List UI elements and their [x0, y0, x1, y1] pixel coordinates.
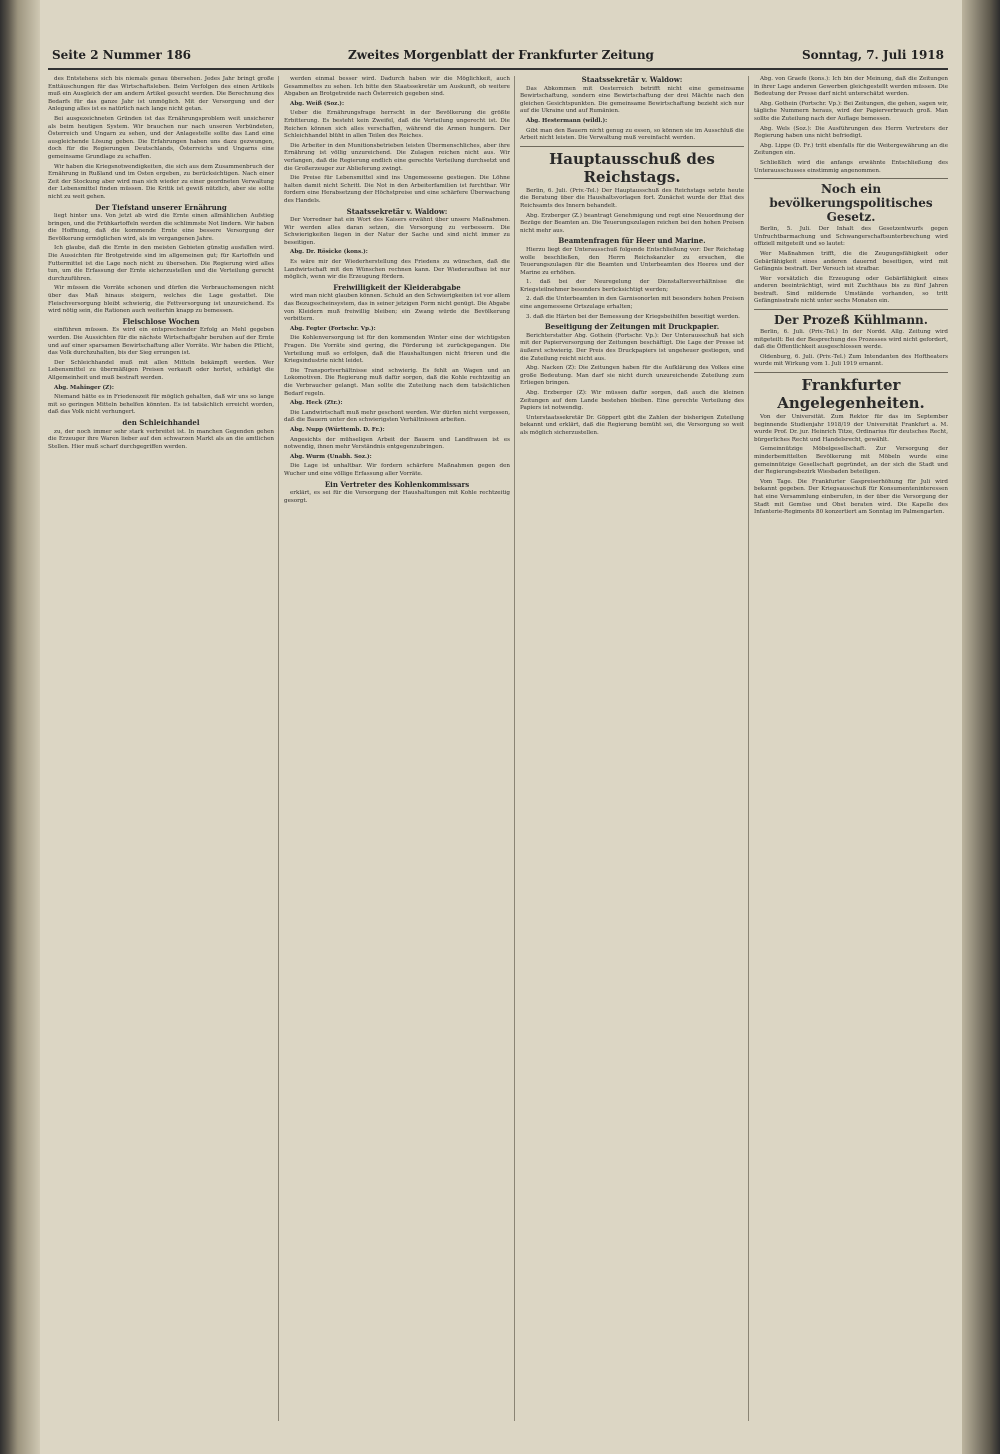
paragraph: Gibt man den Bauern nicht genug zu essen, so können sie im Ausschluß die Arbeit nicht leisten. Die Verwaltung muß vereinfacht werden.	[520, 127, 744, 142]
header-date: Sonntag, 7. Juli 1918	[802, 48, 944, 62]
book-binding-shadow	[0, 0, 40, 1454]
paragraph: werden einmal besser wird. Dadurch haben wir die Möglichkeit, auch Gesammeltes zu sehen. Ich bitte den Staatssekretär um Auskunft, ob weitere Abgaben an Brotgetreide nach Österreich gegeben sind.	[284, 76, 510, 98]
section-heading: Fleischlose Wochen	[122, 316, 200, 326]
paragraph: Wer vorsätzlich die Erzeugung oder Gebärfähigkeit eines anderen beeinträchtigt, wird mit Zuchthaus bis zu fünf Jahren bestraft. Sind mildernde Umstände vorhanden, so tritt Gefängnisstrafe nicht unter sechs Monaten ein.	[754, 275, 948, 305]
paragraph: Bei ausgezeichneten Gründen ist das Ernährungsproblem weit unsicherer als beim heutigen System. Wir brauchen nur nach unseren Verbündeten, Österreich und Ungarn zu sehen, und der Anlagestelle sollte das Land eine ausgleichende Lösung geben. Die Erfahrungen haben uns dazu gezwungen, doch für die Regierungen Deutschlands, Österreichs und Ungarns eine gemeinsame Grundlage zu schaffen.	[48, 115, 274, 160]
paragraph: Gemeinnützige Möbelgesellschaft. Zur Versorgung der minderbemittelten Bevölkerung mit Möbeln wurde eine gemeinnützige Gesellschaft gegründet, an der sich die Stadt und der Regierungsbezirk Wiesbaden beteiligen.	[754, 446, 948, 476]
section-heading: Beseitigung der Zeitungen mit Druckpapier.	[544, 322, 720, 332]
speaker-name: Abg. Hestermann (wildl.):	[526, 117, 608, 124]
section-heading: Der Tiefstand unserer Ernährung	[95, 202, 227, 212]
speaker-name: Abg. Wurm (Unabh. Soz.):	[290, 453, 372, 460]
paragraph: Oldenburg, 6. Juli. (Priv.-Tel.) Zum Intendanten des Hoftheaters wurde mit Wirkung vom 1. Juli 1919 ernannt.	[754, 353, 948, 368]
paragraph: Berlin, 6. Juli. (Priv.-Tel.) In der Nordd. Allg. Zeitung wird mitgeteilt: Bei der Besprechung des Prozesses wird nicht gefordert, daß die Öffentlichkeit ausgeschlossen werde.	[754, 329, 948, 351]
header-page-number: Seite 2 Nummer 186	[52, 48, 192, 62]
paragraph: 2. daß die Unterbeamten in den Garnisonorten mit besonders hohen Preisen eine angemessene Ortszulage erhalten;	[520, 296, 744, 311]
speaker-name: Abg. Heck (Ztr.):	[290, 400, 343, 407]
newspaper-page	[48, 46, 948, 1426]
section-heading: Staatssekretär v. Waldow:	[346, 206, 448, 216]
major-headline: Frankfurter Angelegenheiten.	[777, 376, 925, 413]
paragraph: 3. daß die Härten bei der Bemessung der Kriegsbeihilfen beseitigt werden.	[526, 313, 740, 320]
paragraph: Niemand hätte es in Friedenszeit für möglich gehalten, daß wir uns so lange mit so geringen Mitteln behelfen könnten. Es ist tatsächlich erreicht worden, daß das Volk nicht verhungert.	[48, 394, 274, 416]
paragraph: Es wäre mir der Wiederherstellung des Friedens zu wünschen, daß die Landwirtschaft mit den Wünschen rechnen kann. Der Wiederaufbau ist nur möglich, wenn wir die Erzeugung fördern.	[284, 259, 510, 281]
paragraph: Wir müssen die Vorräte schonen und dürfen die Verbrauchsmengen nicht über das Maß hinaus steigern, welches die Lage gestattet. Die Fleischversorgung bleibt schwierig, die Fettversorgung ist unzureichend. Es wird nötig sein, die Rationen auch weiterhin knapp zu bemessen.	[48, 285, 274, 315]
column-separator	[278, 76, 279, 1421]
header-newspaper-title: Zweites Morgenblatt der Frankfurter Zeitung	[348, 48, 654, 62]
paragraph: Abg. von Graefe (kons.): Ich bin der Meinung, daß die Zeitungen in ihrer Lage anderen Gewerben gleichgestellt werden müssen. Die Bedeutung der Presse darf nicht unterschätzt werden.	[754, 76, 948, 98]
paragraph: liegt hinter uns. Von jetzt ab wird die Ernte einen allmählichen Aufstieg bringen, und die Frühkartoffeln werden die schlimmste Not lindern. Wir haben die Hoffnung, daß die kommende Ernte eine bessere Versorgung der Bevölkerung ermöglichen wird, als im vergangenen Jahre.	[48, 213, 274, 242]
paragraph: des Entstehens sich bis niemals genau übersehen. Jedes Jahr bringt große Enttäuschungen für das Wirtschaftsleben. Beim Verfolgen des einen Artikels muß ein Ausgleich der am andern Artikel gesucht werden. Die Berechnung des Bedarfs für das ganze Jahr ist unmöglich. Mit der Versorgung und der Anlegung alles ist es natürlich nach lange nicht getan.	[48, 76, 274, 113]
headline-rule	[754, 178, 948, 179]
paragraph: Abg. Wels (Soz.): Die Ausführungen des Herrn Vertreters der Regierung haben uns nicht befriedigt.	[754, 125, 948, 140]
speaker-name: Abg. Nupp (Württemb. D. Fr.):	[290, 426, 385, 433]
paragraph: wird man nicht glauben können. Schuld an den Schwierigkeiten ist vor allem das Bezugsscheinsystem, das in seiner jetzigen Form nicht genügt. Die Abgabe von Kleidern muß freiwillig bleiben; ein Zwang würde die Bevölkerung verbittern.	[284, 293, 510, 323]
paragraph: erklärt, es sei für die Versorgung der Haushaltungen mit Kohle rechtzeitig gesorgt.	[284, 490, 510, 504]
column-1	[48, 76, 274, 1421]
paragraph: Berichterstatter Abg. Gothein (Fortschr. Vp.): Der Unterausschuß hat sich mit der Papierversorgung der Zeitungen beschäftigt. Die Lage der Presse ist äußerst schwierig. Der Preis des Druckpapiers ist ungeheuer gestiegen, und die Zuteilung reicht nicht aus.	[520, 332, 744, 362]
header-rule	[48, 68, 948, 70]
paragraph: Die Preise für Lebensmittel sind ins Ungemessene gestiegen. Die Löhne halten damit nicht Schritt. Die Not in den Arbeiterfamilien ist furchtbar. Wir fordern eine Herabsetzung der Höchstpreise und eine schärfere Überwachung des Handels.	[284, 175, 510, 204]
paragraph: Abg. Gothein (Fortschr. Vp.): Bei Zeitungen, die gehen, sagen wir, tägliche Nummern heraus, wird der Papierverbrauch groß. Man sollte die Zuteilung nach der Auflage bemessen.	[754, 100, 948, 122]
paragraph: Angesichts der mühseligen Arbeit der Bauern und Landfrauen ist es notwendig, ihnen mehr Verständnis entgegenzubringen.	[284, 436, 510, 451]
paragraph: Die Landwirtschaft muß mehr geschont werden. Wir dürfen nicht vergessen, daß die Bauern unter den schwierigsten Verhältnissen arbeiten.	[284, 409, 510, 424]
speaker-name: Abg. Fegter (Fortschr. Vp.):	[290, 325, 376, 332]
paragraph: Der Schleichhandel muß mit allen Mitteln bekämpft werden. Wer Lebensmittel zu übermäßigen Preisen verkauft oder hortet, schädigt die Allgemeinheit und muß bestraft werden.	[48, 359, 274, 381]
speaker-name: Abg. Dr. Rösicke (kons.):	[290, 249, 368, 256]
section-heading: den Schleichhandel	[122, 417, 200, 427]
paragraph: Abg. Lippe (D. Fr.) tritt ebenfalls für die Weitergewährung an die Zeitungen ein.	[754, 142, 948, 157]
paragraph: Abg. Erzberger (Z.) beantragt Genehmigung und regt eine Neuordnung der Bezüge der Beamten an. Die Teuerungszulagen reichen bei den hohen Preisen nicht mehr aus.	[520, 212, 744, 234]
column-4	[754, 76, 948, 1421]
section-heading: Staatssekretär v. Waldow:	[581, 76, 683, 84]
paragraph: 1. daß bei der Neuregelung der Dienstaltersverhältnisse die Kriegsteilnehmer besonders berücksichtigt werden;	[520, 279, 744, 293]
paragraph: Abg. Nacken (Z): Die Zeitungen haben für die Aufklärung des Volkes eine große Bedeutung. Man darf sie nicht durch unzureichende Zuteilung zum Erliegen bringen.	[520, 365, 744, 387]
paragraph: Die Lage ist unhaltbar. Wir fordern schärfere Maßnahmen gegen den Wucher und eine völlige Erfassung aller Vorräte.	[284, 463, 510, 477]
paragraph: Berlin, 5. Juli. Der Inhalt des Gesetzentwurfs gegen Unfruchtbarmachung und Schwangerschaftsunterbrechung wird offiziell mitgeteilt und so lautet:	[754, 226, 948, 248]
speaker-name: Abg. Mahinger (Z):	[54, 384, 114, 391]
paragraph: Die Arbeiter in den Munitionsbetrieben leisten Übermenschliches, aber ihre Ernährung ist völlig unzureichend. Die Zulagen reichen nicht aus. Wir verlangen, daß die Regierung endlich eine gerechte Verteilung durchsetzt und die Großerzeuger zur Ablieferung zwingt.	[284, 142, 510, 172]
article-headline: Der Prozeß Kühlmann.	[774, 313, 928, 328]
headline-rule	[754, 372, 948, 373]
paragraph: Wer Maßnahmen trifft, die die Zeugungsfähigkeit oder Gebärfähigkeit eines anderen dauernd beseitigen, wird mit Gefängnis bestraft. Der Versuch ist strafbar.	[754, 250, 948, 273]
headline-rule	[520, 146, 744, 147]
section-heading: Freiwilligkeit der Kleiderabgabe	[333, 282, 461, 292]
paragraph: Der Vorredner hat ein Wort des Kaisers erwähnt über unsere Maßnahmen. Wir werden alles daran setzen, die Versorgung zu verbessern. Die Schwierigkeiten liegen in der Natur der Sache und sind nicht immer zu beseitigen.	[284, 217, 510, 246]
paragraph: Ich glaube, daß die Ernte in den meisten Gebieten günstig ausfallen wird. Die Aussichten für Brotgetreide sind im allgemeinen gut; für Kartoffeln und Futtermittel ist die Lage noch nicht zu übersehen. Die Regierung wird alles tun, um die Erfassung der Ernte sicherzustellen und die Verteilung gerecht durchzuführen.	[48, 245, 274, 282]
section-heading: Beamtenfragen für Heer und Marine.	[558, 236, 706, 246]
paragraph: Von der Universität. Zum Rektor für das im September beginnende Studienjahr 1918/19 der Universität Frankfurt a. M. wurde Prof. Dr. jur. Heinrich Titze, Ordinarius für deutsches Recht, bürgerliches Recht und Handelsrecht, gewählt.	[754, 414, 948, 443]
speaker-name: Abg. Weiß (Soz.):	[290, 100, 345, 107]
paragraph: Vom Tage. Die Frankfurter Gaspreiserhöhung für Juli wird bekannt gegeben. Der Kriegsausschuß für Konsumenteninteressen hat eine Versammlung einberufen, in der über die Versorgung der Stadt mit Gemüse und Obst beraten wird. Die Kapelle des Infanterie-Regiments 80 konzertiert am Sonntag im Palmengarten.	[754, 478, 948, 516]
column-3	[520, 76, 744, 1421]
section-heading: Ein Vertreter des Kohlenkommissars	[324, 479, 470, 489]
paragraph: Unterstaatssekretär Dr. Göppert gibt die Zahlen der bisherigen Zuteilung bekannt und erklärt, daß die Regierung bemüht sei, die Versorgung so weit als möglich sicherzustellen.	[520, 414, 744, 436]
paragraph: Hierzu liegt der Unterausschuß folgende Entschließung vor: Der Reichstag wolle beschließen, den Herrn Reichskanzler zu ersuchen, die Teuerungszulagen für die Beamten und Unterbeamten des Heeres und der Marine zu erhöhen.	[520, 246, 744, 276]
paragraph: Die Transportverhältnisse sind schwierig. Es fehlt an Wagen und an Lokomotiven. Die Regierung muß dafür sorgen, daß die Kohle rechtzeitig an die Verbraucher gelangt. Man sollte die Zuteilung nach dem tatsächlichen Bedarf regeln.	[284, 367, 510, 397]
paragraph: Die Kohlenversorgung ist für den kommenden Winter eine der wichtigsten Fragen. Die Vorräte sind gering, die Förderung ist zurückgegangen. Die Verteilung muß so erfolgen, daß die Haushaltungen nicht frieren und die Kriegsindustrie nicht leidet.	[284, 335, 510, 365]
paragraph: Schließlich wird die anfangs erwähnte Entschließung des Unterausschusses einstimmig angenommen.	[754, 159, 948, 174]
paragraph: Wir haben die Kriegsnotwendigkeiten, die sich aus dem Zusammenbruch der Ernährung in Rußland und im Osten ergeben, zu berücksichtigen. Nach einer Zeit der Stockung aber wird man sich wieder zu einer geordneten Verwaltung der Lebensmittel finden müssen. Die Kritik ist gewiß nützlich, aber sie sollte nicht zu weit gehen.	[48, 163, 274, 200]
paragraph: Berlin, 6. Juli. (Priv.-Tel.) Der Hauptausschuß des Reichstags setzte heute die Beratung über die Haushaltsvorlagen fort. Zunächst wurde der Etat des Reichsamts des Innern behandelt.	[520, 187, 744, 209]
column-separator	[748, 76, 749, 1421]
page-edge-shadow	[962, 0, 1000, 1454]
paragraph: zu, der noch immer sehr stark verbreitet ist. In manchen Gegenden gehen die Erzeuger ihre Waren lieber auf den schwarzen Markt als an die amtlichen Stellen. Hier muß scharf durchgegriffen werden.	[48, 428, 274, 450]
headline-rule	[754, 309, 948, 310]
paragraph: Das Abkommen mit Oesterreich betrifft nicht eine gemeinsame Bewirtschaftung, sondern eine Bewirtschaftung der drei Mächte nach den gleichen Gesichtspunkten. Die gemeinsame Bewirtschaftung bezieht sich nur auf die Ukraine und auf Rumänien.	[520, 85, 744, 115]
paragraph: Ueber die Ernährungsfrage herrscht in der Bevölkerung die größte Erbitterung. Es besteht kein Zweifel, daß die Verteilung ungerecht ist. Die Reichen können sich alles verschaffen, während die Armen hungern. Der Schleichhandel blüht in allen Teilen des Reiches.	[284, 110, 510, 140]
paragraph: Abg. Erzberger (Z): Wir müssen dafür sorgen, daß auch die kleinen Zeitungen auf dem Lande bestehen bleiben. Eine gerechte Verteilung des Papiers ist notwendig.	[520, 390, 744, 412]
column-2	[284, 76, 510, 1421]
page-header	[48, 46, 948, 66]
major-headline: Hauptausschuß des Reichstags.	[549, 149, 715, 186]
article-headline: Noch ein bevölkerungspolitisches Gesetz.	[769, 182, 933, 225]
paragraph: einführen müssen. Es wird ein entsprechender Erfolg an Mehl gegeben werden. Die Aussichten für die nächste Wirtschaftsjahr beruhen auf der Ernte und auf einer sparsamen Bewirtschaftung aller Vorräte. Wir haben die Pflicht, das Volk durchzuhalten, bis der Sieg errungen ist.	[48, 327, 274, 357]
column-separator	[514, 76, 515, 1421]
